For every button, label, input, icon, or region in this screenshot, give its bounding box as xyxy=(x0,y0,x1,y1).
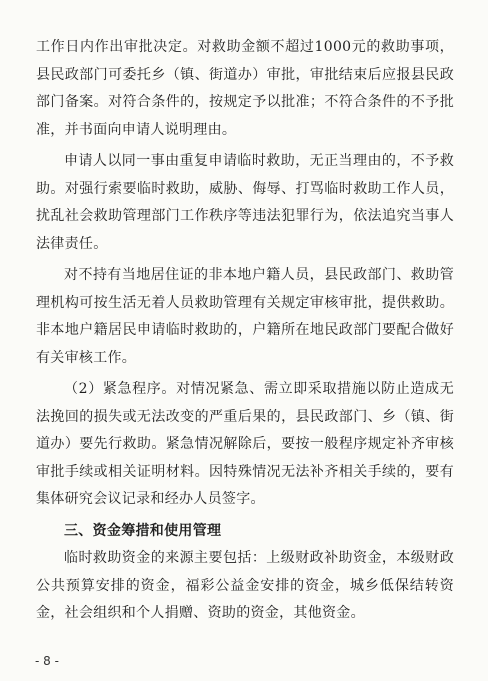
paragraph-fund-sources: 临时救助资金的来源主要包括：上级财政补助资金，本级财政公共预算安排的资金，福彩公益金安排的资金，城乡低保结转资金，社会组织和个人捐赠、资助的资金，其他资金。 xyxy=(36,550,454,621)
paragraph-emergency-procedure: （2）紧急程序。对情况紧急、需立即采取措施以防止造成无法挽回的损失或无法改变的严重后果的，县民政部门、乡（镇、街道办）要先行救助。紧急情况解除后，要按一般程序规定补齐审核审批手续或相关证明材料。因特殊情况无法补齐相关手续的，要有集体研究会议记录和经办人员签字。 xyxy=(36,381,454,507)
page-number: - 8 - xyxy=(35,654,59,668)
section-heading-funding: 三、资金筹措和使用管理 xyxy=(64,522,222,539)
paragraph-repeat-application: 申请人以同一事由重复申请临时救助，无正当理由的，不予救助。对强行索要临时救助，威胁、侮辱、打骂临时救助工作人员，扰乱社会救助管理部门工作秩序等违法犯罪行为，依法追究当事人法律责任。 xyxy=(36,153,454,252)
paragraph-approval-decision: 工作日内作出审批决定。对救助金额不超过1000元的救助事项，县民政部门可委托乡（镇、街道办）审批，审批结束后应报县民政部门备案。对符合条件的，按规定予以批准；不符合条件的不予批准，并书面向申请人说明理由。 xyxy=(36,39,454,138)
document-body xyxy=(36,34,454,632)
paragraph-non-local-residents: 对不持有当地居住证的非本地户籍人员，县民政部门、救助管理机构可按生活无着人员救助管理有关规定审核审批，提供救助。非本地户籍居民申请临时救助的，户籍所在地民政部门要配合做好有关审核工作。 xyxy=(36,267,454,366)
